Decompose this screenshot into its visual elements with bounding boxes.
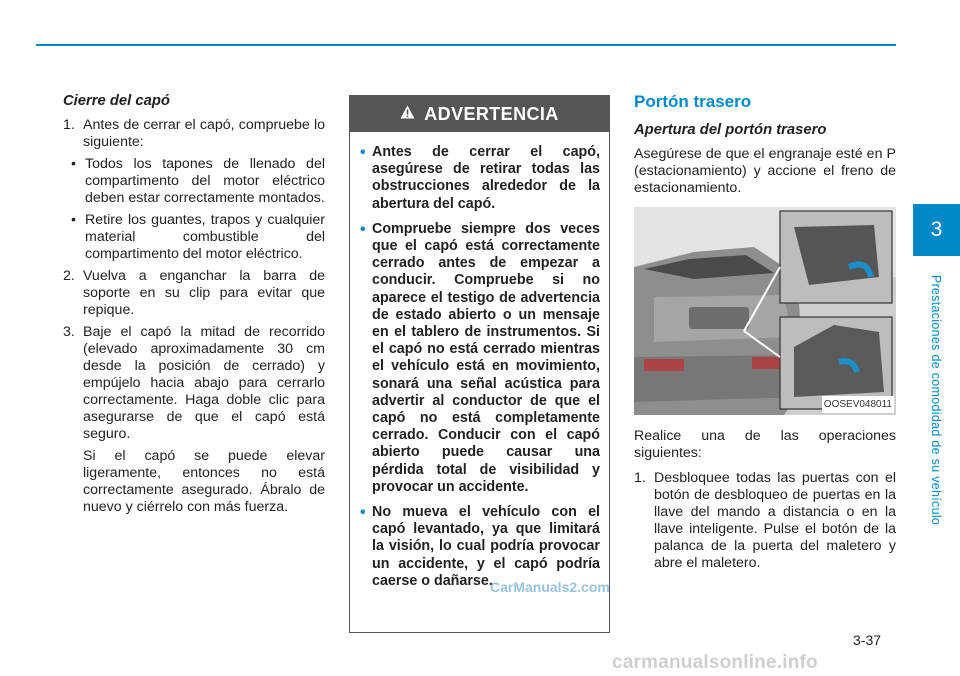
chapter-number: 3 [930, 218, 943, 241]
watermark-site[interactable]: carmanualsonline.info [612, 652, 818, 673]
warning-title: ADVERTENCIA [424, 103, 559, 124]
step-item [63, 324, 325, 443]
note-paragraph: Si el capó se puede elevar ligeramente, entonces no está correctamente asegurado. Ábralo de nuevo y ciérrelo con más fuerza. [83, 448, 325, 515]
bullet-item [71, 156, 325, 207]
step-item [63, 117, 325, 151]
step-text: Antes de cerrar el capó, compruebe lo siguiente: [83, 117, 325, 150]
step-number: 3. [63, 324, 75, 340]
step-item [634, 470, 896, 572]
bullet-dot: • [360, 144, 366, 161]
bullet-dot: • [360, 220, 366, 238]
bullet-dot: • [71, 212, 76, 228]
warning-text: No mueva el vehículo con el capó levantado, ya que limitará la visión, lo cual podría provocar un accidente, y el capó podría caerse o dañarse. [372, 504, 600, 589]
warning-text: Compruebe siempre dos veces que el capó está correctamente cerrado antes de empezar a conducir. Compruebe si no aparece el testigo de advertencia de estado abierto o un mensaje en el tablero de instrumentos. Si el capó no está cerrado mientras el vehículo está en movimiento, sonará una señal acústica para advertir al conductor de que el capó no está completamente cerrado. Conducir con el capó abierto puede causar una pérdida total de visibilidad y provocar un accidente. [372, 220, 600, 495]
step-text: Desbloquee todas las puertas con el botón de desbloqueo de puertas en la llave del mando a distancia o en la llave inteligente. Pulse el botón de la palanca de la puerta del maletero y abre el maletero. [654, 470, 896, 571]
warning-item [360, 144, 600, 213]
step-number: 1. [63, 117, 75, 133]
left-column [63, 93, 325, 516]
warning-text: Antes de cerrar el capó, asegúrese de retirar todas las obstrucciones alrededor de la abertura del capó. [372, 144, 600, 212]
bullet-text: Todos los tapones de llenado del compartimento del motor eléctrico deben estar correctamente montados. [85, 156, 325, 206]
warning-item [360, 504, 600, 590]
step-item [63, 268, 325, 319]
bullet-item [71, 212, 325, 263]
section-heading-tailgate: Portón trasero [634, 92, 752, 111]
bullet-text: Retire los guantes, trapos y cualquier material combustible del compartimento del motor eléctrico. [85, 212, 325, 262]
tailgate-illustration [634, 207, 896, 415]
right-column [634, 93, 896, 577]
header-rule [36, 44, 896, 46]
warning-triangle-icon [400, 105, 415, 124]
section-heading-hood: Cierre del capó [63, 93, 170, 109]
intro-paragraph: Asegúrese de que el engranaje esté en P (estacionamiento) y accione el freno de estacionamiento. [634, 146, 896, 196]
page-number: 3-37 [853, 632, 882, 648]
warning-header [350, 96, 609, 132]
bullet-dot: • [360, 504, 366, 522]
step-text: Baje el capó la mitad de recorrido (elevado aproximadamente 30 cm desde la posición de cerrado) y empújelo hacia abajo para cerrarlo correctamente. Haga doble clic para asegurarse de que el capó está seguro. [83, 324, 325, 442]
car-rear-illustration [634, 207, 896, 415]
figure-caption: OOSEV048011 [822, 396, 894, 413]
watermark-overlay: CarManuals2.com [490, 579, 610, 595]
step-text: Vuelva a enganchar la barra de soporte en su clip para evitar que repique. [83, 268, 325, 318]
subheading-opening: Apertura del portón trasero [634, 122, 827, 138]
warning-box [349, 95, 610, 633]
options-paragraph: Realice una de las operaciones siguientes: [634, 428, 896, 461]
warning-item [360, 221, 600, 496]
chapter-title: Prestaciones de comodidad de su vehículo [929, 274, 943, 526]
step-number: 1. [634, 470, 646, 486]
warning-list [350, 132, 609, 590]
bullet-dot: • [71, 156, 76, 172]
step-number: 2. [63, 268, 75, 284]
